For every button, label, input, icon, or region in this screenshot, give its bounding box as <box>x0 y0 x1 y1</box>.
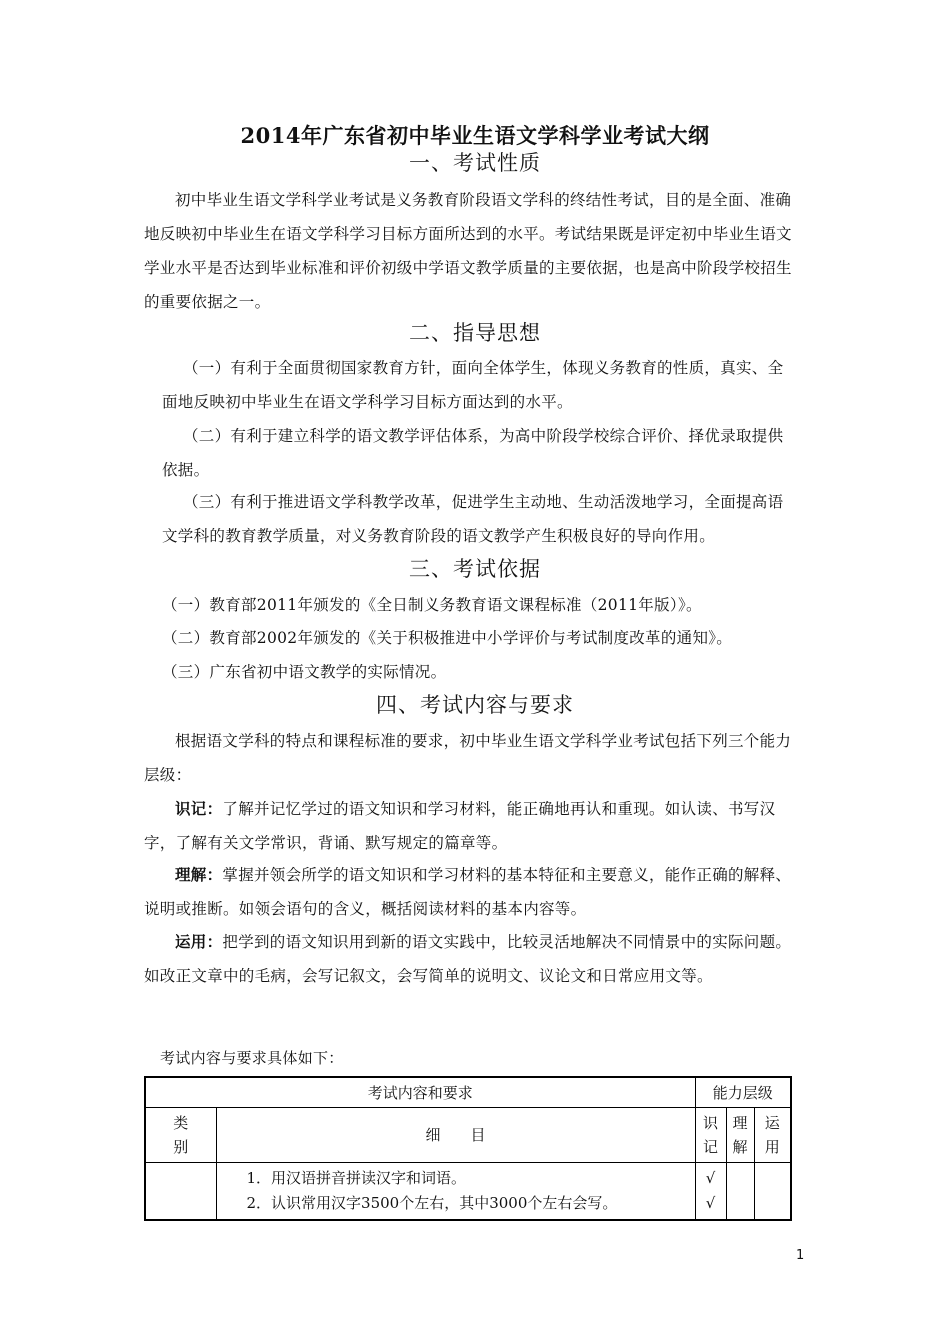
document-title: 2014年广东省初中毕业生语文学科学业考试大纲 <box>240 123 710 148</box>
recall-checks <box>695 1162 726 1220</box>
check-mark: √ <box>705 1168 716 1187</box>
guiding-item-1: （一）有利于全面贯彻国家教育方针，面向全体学生，体现义务教育的性质，真实、全面地反映初中毕业生在语文学科学习目标方面达到的水平。 <box>162 359 784 411</box>
level-understand-text: 掌握并领会所学的语文知识和学习材料的基本特征和主要意义，能作正确的解释、说明或推断。如领会语句的含义，概括阅读材料的基本内容等。 <box>144 866 792 918</box>
table-header-content: 考试内容和要求 <box>145 1077 695 1107</box>
detail-cell <box>216 1162 695 1220</box>
col-detail: 细 目 <box>216 1107 695 1162</box>
level-recall-text: 了解并记忆学过的语文知识和学习材料，能正确地再认和重现。如认读、书写汉字，了解有关文学常识，背诵、默写规定的篇章等。 <box>144 800 776 852</box>
guiding-item-2: （二）有利于建立科学的语文教学评估体系，为高中阶段学校综合评价、择优录取提供依据。 <box>162 427 784 479</box>
level-recall-name: 识记： <box>175 799 223 818</box>
section-heading-content: 四、考试内容与要求 <box>376 693 574 717</box>
page-number: 1 <box>796 1248 805 1263</box>
level-recall <box>144 792 794 860</box>
level-apply-name: 运用： <box>175 932 223 951</box>
col-category <box>145 1107 216 1162</box>
understand-checks <box>726 1162 754 1220</box>
table-row: 1．用汉语拼音拼读汉字和词语。 <box>246 1168 467 1187</box>
level-understand <box>144 858 794 926</box>
level-apply <box>144 925 794 993</box>
table-header-level: 能力层级 <box>695 1077 791 1107</box>
col-category-label: 类别 <box>173 1113 189 1156</box>
content-intro: 根据语文学科的特点和课程标准的要求，初中毕业生语文学科学业考试包括下列三个能力层级： <box>144 732 792 784</box>
section-heading-guiding: 二、指导思想 <box>409 321 541 345</box>
category-cell <box>145 1162 216 1220</box>
apply-checks <box>754 1162 791 1220</box>
table-row: 2．认识常用汉字3500个左右，其中3000个左右会写。 <box>246 1193 618 1212</box>
section-nature-paragraph: 初中毕业生语文学科学业考试是义务教育阶段语文学科的终结性考试，目的是全面、准确地反映初中毕业生在语文学科学习目标方面所达到的水平。考试结果既是评定初中毕业生语文学业水平是否达到毕业标准和评价初级中学语文教学质量的主要依据，也是高中阶段学校招生的重要依据之一。 <box>144 191 792 311</box>
basis-item-2: （二）教育部2002年颁发的《关于积极推进中小学评价与考试制度改革的通知》。 <box>162 629 733 647</box>
basis-item-1: （一）教育部2011年颁发的《全日制义务教育语文课程标准（2011年版）》。 <box>162 596 702 614</box>
col-apply-label: 运用 <box>764 1113 780 1156</box>
table-caption: 考试内容与要求具体如下： <box>160 1049 344 1067</box>
section-heading-basis: 三、考试依据 <box>409 557 541 581</box>
col-understand <box>726 1107 754 1162</box>
col-understand-label: 理解 <box>732 1113 748 1156</box>
check-mark: √ <box>705 1193 716 1212</box>
guiding-item-3: （三）有利于推进语文学科教学改革，促进学生主动地、生动活泼地学习，全面提高语文学科的教育教学质量，对义务教育阶段的语文教学产生积极良好的导向作用。 <box>162 493 784 545</box>
basis-item-3: （三）广东省初中语文教学的实际情况。 <box>162 663 447 681</box>
col-apply <box>754 1107 791 1162</box>
col-recall <box>695 1107 726 1162</box>
level-apply-text: 把学到的语文知识用到新的语文实践中，比较灵活地解决不同情景中的实际问题。如改正文章中的毛病，会写记叙文，会写简单的说明文、议论文和日常应用文等。 <box>144 933 792 985</box>
col-recall-label: 识记 <box>703 1113 719 1156</box>
content-requirements-table <box>144 1076 792 1221</box>
level-understand-name: 理解： <box>175 865 223 884</box>
section-heading-nature: 一、考试性质 <box>409 151 541 175</box>
